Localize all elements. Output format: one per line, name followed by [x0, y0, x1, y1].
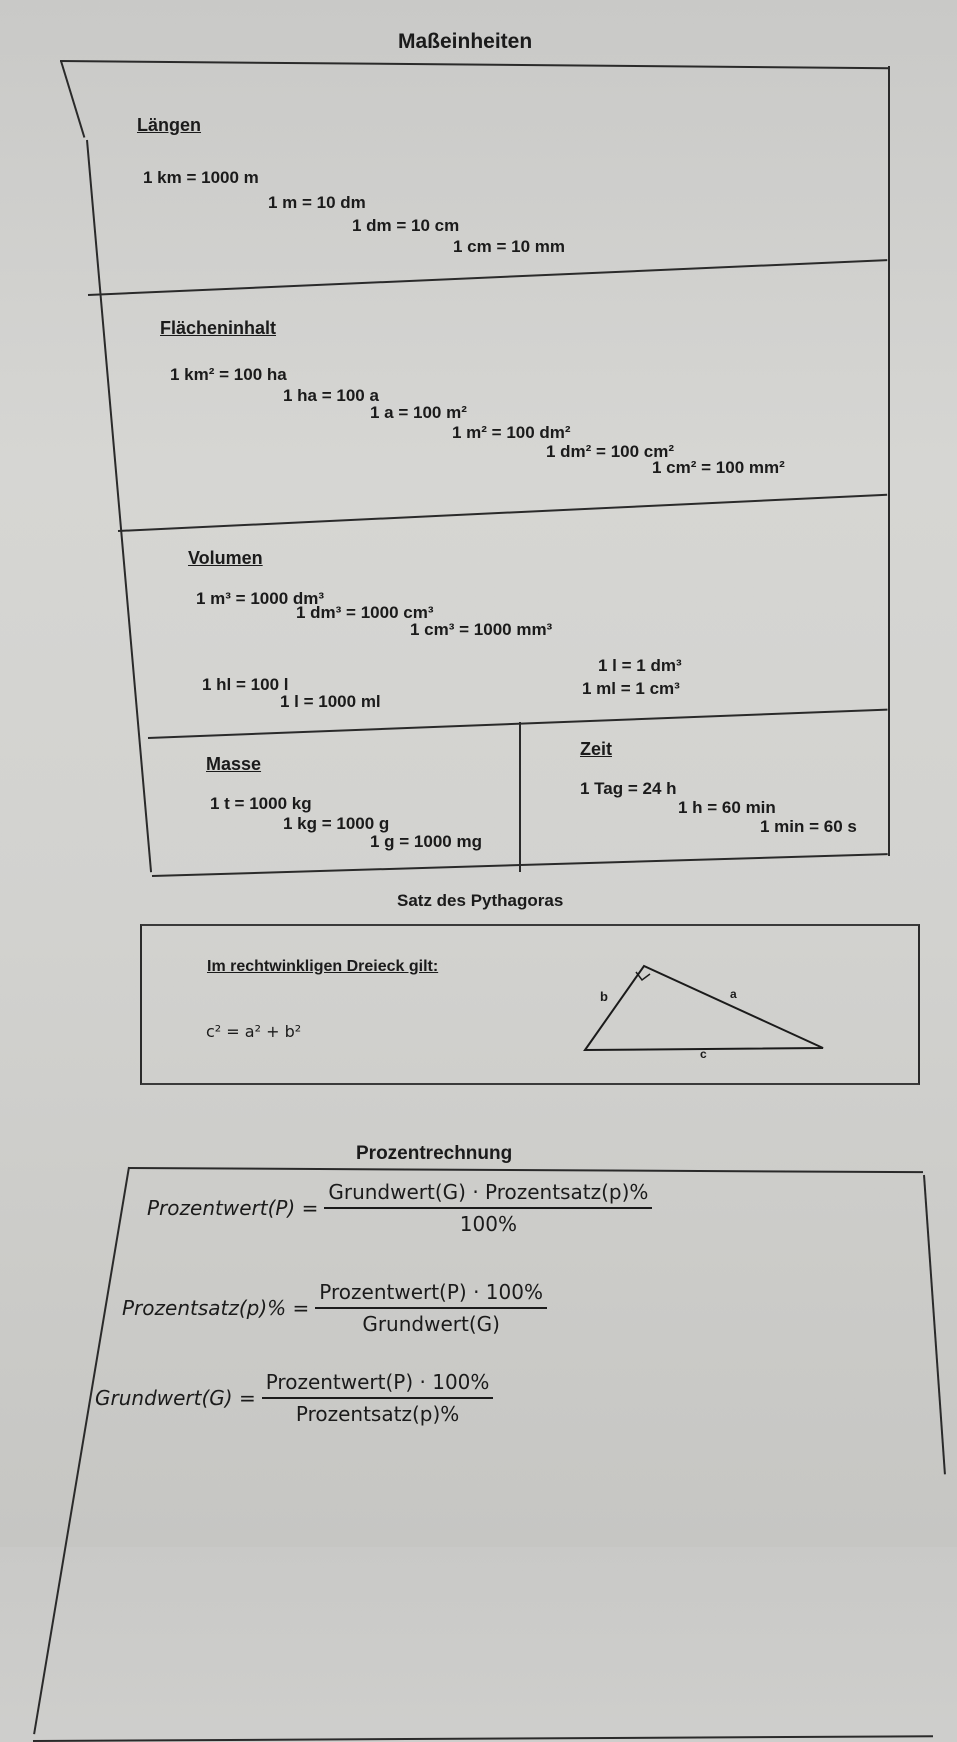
- laengen-eq-1: 1 km = 1000 m: [143, 168, 259, 187]
- masse-eq-3: 1 g = 1000 mg: [370, 832, 482, 851]
- flaeche-eq-2: 1 ha = 100 a: [283, 386, 379, 405]
- flaeche-eq-6: 1 cm² = 100 mm²: [652, 458, 785, 477]
- volumen-liter-right-2: 1 ml = 1 cm³: [582, 679, 680, 698]
- flaeche-eq-5: 1 dm² = 100 cm²: [546, 442, 675, 461]
- laengen-eq-2: 1 m = 10 dm: [268, 193, 366, 212]
- volumen-liter-left-2: 1 l = 1000 ml: [280, 692, 381, 711]
- zeit-eq-1: 1 Tag = 24 h: [580, 779, 677, 798]
- masse-eq-2: 1 kg = 1000 g: [283, 814, 390, 833]
- flaeche-eq-1: 1 km² = 100 ha: [170, 365, 287, 384]
- volumen-liter-left-1: 1 hl = 100 l: [202, 675, 289, 694]
- pythagoras-title: Satz des Pythagoras: [397, 891, 564, 910]
- prozentsatz-formula: [122, 1280, 547, 1336]
- zeit-eq-2: 1 h = 60 min: [678, 798, 776, 817]
- volumen-eq-1: 1 m³ = 1000 dm³: [196, 589, 325, 608]
- pythagoras-formula: c² = a² + b²: [206, 1022, 302, 1041]
- volumen-liter-right-1: 1 l = 1 dm³: [598, 656, 682, 675]
- grundwert-formula: [95, 1370, 493, 1426]
- zeit-heading: Zeit: [580, 739, 613, 759]
- prozentsatz-numerator: Prozentwert(P) · 100%: [315, 1280, 547, 1309]
- prozentsatz-denominator: Grundwert(G): [362, 1312, 500, 1336]
- page-title: Maßeinheiten: [398, 30, 533, 53]
- volumen-eq-3: 1 cm³ = 1000 mm³: [410, 620, 553, 639]
- laengen-heading: Längen: [137, 115, 202, 135]
- prozentwert-denominator: 100%: [459, 1212, 517, 1236]
- triangle-label-a: a: [730, 987, 737, 1001]
- volumen-heading: Volumen: [188, 548, 263, 568]
- volumen-eq-2: 1 dm³ = 1000 cm³: [296, 603, 434, 622]
- zeit-eq-3: 1 min = 60 s: [760, 817, 857, 836]
- prozentwert-numerator: Grundwert(G) · Prozentsatz(p)%: [324, 1180, 652, 1209]
- flaeche-eq-3: 1 a = 100 m²: [370, 403, 467, 422]
- prozent-title: Prozentrechnung: [356, 1143, 513, 1164]
- grundwert-numerator: Prozentwert(P) · 100%: [262, 1370, 494, 1399]
- prozentsatz-lhs: Prozentsatz(p)% =: [122, 1296, 310, 1320]
- pythagoras-label: Im rechtwinkligen Dreieck gilt:: [207, 958, 439, 975]
- prozentwert-formula: [147, 1180, 652, 1236]
- flaeche-heading: Flächeninhalt: [160, 318, 277, 338]
- masse-eq-1: 1 t = 1000 kg: [210, 794, 312, 813]
- triangle-label-c: c: [700, 1047, 707, 1061]
- masse-heading: Masse: [206, 754, 262, 774]
- triangle-label-b: b: [600, 989, 608, 1004]
- grundwert-lhs: Grundwert(G) =: [95, 1386, 256, 1410]
- prozentwert-lhs: Prozentwert(P) =: [147, 1196, 319, 1220]
- laengen-eq-4: 1 cm = 10 mm: [453, 237, 565, 256]
- laengen-eq-3: 1 dm = 10 cm: [352, 216, 460, 235]
- right-triangle-diagram: [580, 958, 830, 1068]
- flaeche-eq-4: 1 m² = 100 dm²: [452, 423, 571, 442]
- grundwert-denominator: Prozentsatz(p)%: [295, 1402, 460, 1426]
